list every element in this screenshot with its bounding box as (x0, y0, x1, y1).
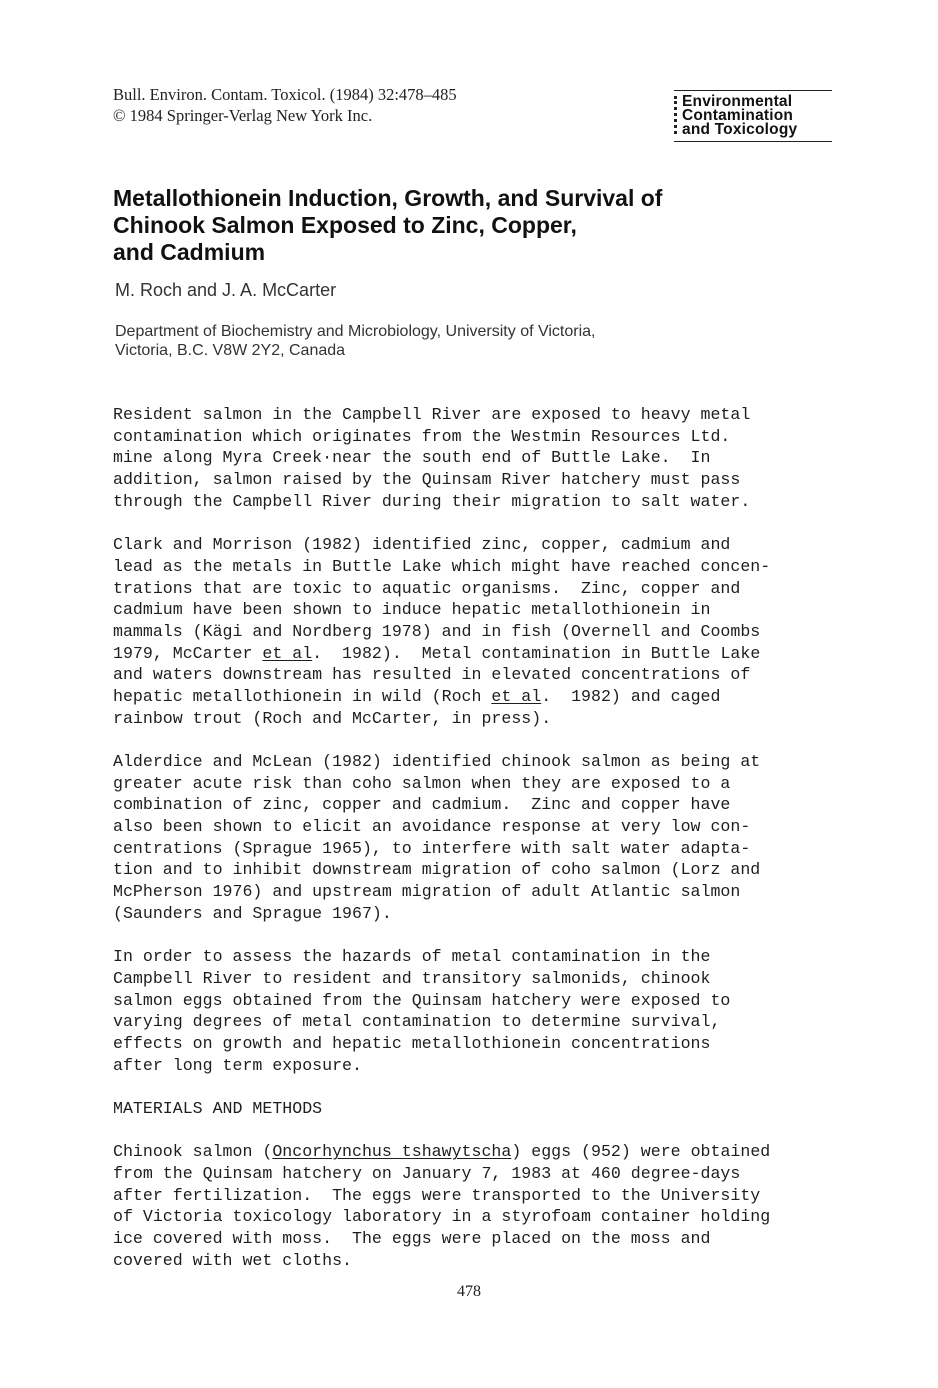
text-line: lead as the metals in Buttle Lake which might have reached concen- (113, 556, 771, 576)
text-line: through the Campbell River during their migration to salt water. (113, 491, 751, 511)
text-line: varying degrees of metal contamination to determine survival, (113, 1012, 721, 1032)
text-line: contamination which originates from the Westmin Resources Ltd. (113, 426, 731, 446)
affiliation-line-2: Victoria, B.C. V8W 2Y2, Canada (115, 342, 346, 359)
logo-line-1: Environmental (682, 93, 793, 110)
text-line: after fertilization. The eggs were transported to the University (113, 1185, 761, 1205)
underlined-term: et al (491, 686, 542, 706)
text-line: In order to assess the hazards of metal contamination in the (113, 947, 711, 967)
logo-side-mark (674, 96, 682, 134)
text-line (113, 643, 873, 665)
text-line: salmon eggs obtained from the Quinsam hatchery were exposed to (113, 990, 731, 1010)
paragraph-risk (113, 751, 873, 925)
text-line: centrations (Sprague 1965), to interfere with salt water adapta- (113, 838, 751, 858)
text-line: also been shown to elicit an avoidance response at very low con- (113, 817, 751, 837)
text-line: and waters downstream has resulted in elevated concentrations of (113, 665, 751, 685)
section-heading: MATERIALS AND METHODS (113, 1099, 323, 1118)
citation-line: Bull. Environ. Contam. Toxicol. (1984) 32:478–485 (113, 85, 457, 104)
text-segment: . 1982) and caged (541, 686, 721, 706)
journal-logo (674, 90, 834, 142)
text-line: ice covered with moss. The eggs were placed on the moss and (113, 1229, 711, 1249)
text-line: Clark and Morrison (1982) identified zinc, copper, cadmium and (113, 535, 731, 555)
affiliation (115, 322, 595, 360)
paragraph-intro (113, 404, 873, 512)
text-line: cadmium have been shown to induce hepatic metallothionein in (113, 600, 711, 620)
text-line: Campbell River to resident and transitory salmonids, chinook (113, 968, 711, 988)
logo-bottom-rule (674, 141, 832, 142)
text-line: mine along Myra Creek·near the south end of Buttle Lake. In (113, 448, 711, 468)
paragraph-objective (113, 946, 873, 1076)
logo-top-rule (674, 90, 832, 91)
text-line (113, 1141, 873, 1163)
text-line: mammals (Kägi and Nordberg 1978) and in fish (Overnell and Coombs (113, 621, 761, 641)
text-segment: hepatic metallothionein in wild (Roch (113, 686, 492, 706)
logo-line-3: and Toxicology (682, 121, 798, 138)
text-line: McPherson 1976) and upstream migration of adult Atlantic salmon (113, 882, 741, 902)
text-line: greater acute risk than coho salmon when they are exposed to a (113, 773, 731, 793)
species-name: Oncorhynchus tshawytscha (272, 1142, 512, 1162)
text-line: from the Quinsam hatchery on January 7, 1983 at 460 degree-days (113, 1164, 741, 1184)
text-line: Resident salmon in the Campbell River are exposed to heavy metal (113, 405, 751, 424)
text-segment: 1979, McCarter (113, 643, 263, 663)
text-line: effects on growth and hepatic metallothionein concentrations (113, 1033, 711, 1053)
text-segment: ) eggs (952) were obtained (511, 1142, 771, 1162)
paragraph-methods (113, 1141, 873, 1271)
text-line: covered with wet cloths. (113, 1250, 352, 1270)
text-line (113, 686, 873, 708)
text-line: of Victoria toxicology laboratory in a styrofoam container holding (113, 1207, 771, 1227)
text-line: (Saunders and Sprague 1967). (113, 903, 392, 923)
journal-citation (113, 84, 457, 126)
text-segment: . 1982). Metal contamination in Buttle Lake (312, 643, 761, 663)
copyright-line: © 1984 Springer-Verlag New York Inc. (113, 106, 373, 125)
paper-title (113, 185, 813, 266)
page-number: 478 (457, 1283, 481, 1300)
affiliation-line-1: Department of Biochemistry and Microbiology, University of Victoria, (115, 323, 596, 340)
text-line: rainbow trout (Roch and McCarter, in press). (113, 708, 552, 728)
title-line-3: and Cadmium (113, 239, 266, 265)
paragraph-background (113, 534, 873, 729)
title-line-1: Metallothionein Induction, Growth, and Survival of (113, 185, 663, 211)
text-line: tion and to inhibit downstream migration of coho salmon (Lorz and (113, 860, 761, 880)
text-line: Alderdice and McLean (1982) identified chinook salmon as being at (113, 752, 761, 771)
author-list: M. Roch and J. A. McCarter (115, 280, 337, 300)
text-line: trations that are toxic to aquatic organisms. Zinc, copper and (113, 578, 741, 598)
body-text (113, 404, 873, 1293)
underlined-term: et al (262, 643, 313, 663)
text-segment: Chinook salmon ( (113, 1142, 273, 1162)
logo-line-2: Contamination (682, 107, 794, 124)
title-line-2: Chinook Salmon Exposed to Zinc, Copper, (113, 212, 577, 238)
text-line: combination of zinc, copper and cadmium. Zinc and copper have (113, 795, 731, 815)
text-line: after long term exposure. (113, 1055, 362, 1075)
text-line: addition, salmon raised by the Quinsam River hatchery must pass (113, 470, 741, 490)
